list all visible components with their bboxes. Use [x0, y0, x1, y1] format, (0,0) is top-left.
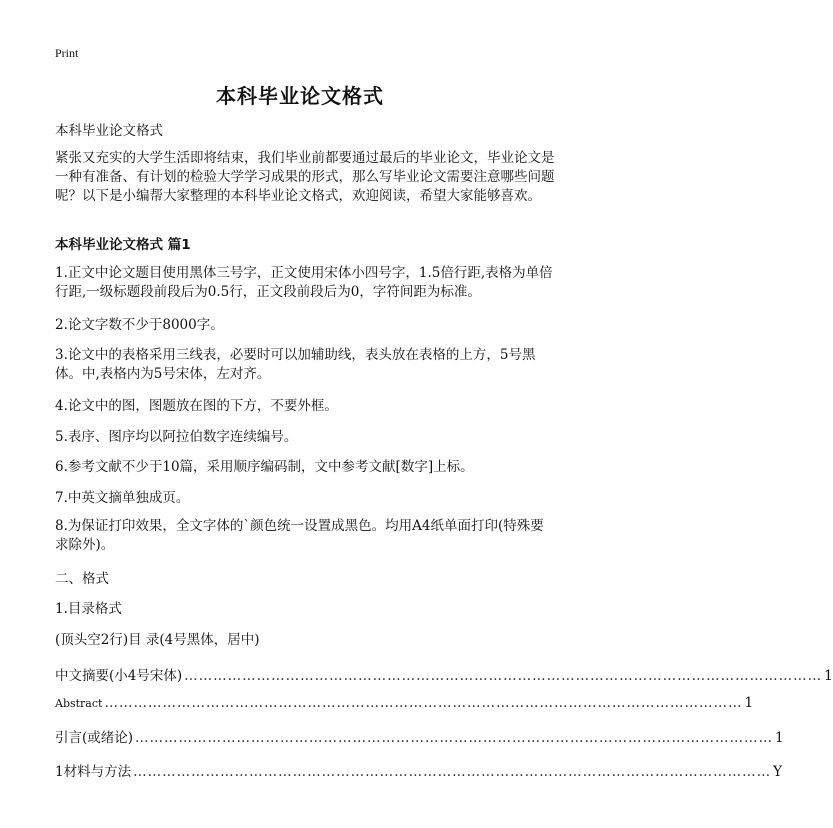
toc-leader-dots: ……………………………………………………………………………………………………………………: [184, 668, 823, 684]
page-title: 本科毕业论文格式: [216, 84, 384, 108]
toc-page-number: Y: [773, 764, 783, 780]
toc-leader-dots: ……………………………………………………………………………………………………………………: [135, 730, 774, 746]
list-item: 2.论文字数不少于8000字。: [55, 317, 224, 333]
section-heading-2: 二、格式: [55, 571, 109, 587]
intro-paragraph: 紧张又充实的大学生活即将结束，我们毕业前都要通过最后的毕业论文，毕业论文是一种有准备、有计划的检验大学学习成果的形式，那么写毕业论文需要注意哪些问题呢？以下是小编帮大家整理的本科毕业论文格式，欢迎阅读，希望大家能够喜欢。: [55, 150, 555, 204]
toc-entry-label: 引言(或绪论): [55, 730, 134, 746]
document-subtitle: 本科毕业论文格式: [55, 123, 163, 139]
list-item: 5.表序、图序均以阿拉伯数字连续编号。: [55, 429, 298, 445]
toc-row: [55, 760, 783, 780]
toc-row: [55, 695, 754, 711]
list-item: 1.正文中论文题目使用黑体三号字，正文使用宋体小四号字，1.5倍行距,表格为单倍行距,一级标题段前段后为0.5行，正文段前段后为0，字符间距为标准。: [55, 265, 553, 300]
toc-entry-label: 中文摘要(小4号宋体): [55, 668, 183, 684]
list-item: 8.为保证打印效果，全文字体的`颜色统一设置成黑色。均用A4纸单面打印(特殊要求除外)。: [55, 518, 544, 553]
list-item: 6.参考文献不少于10篇，采用顺序编码制，文中参考文献[数字]上标。: [55, 459, 474, 475]
toc-instruction: (顶头空2行)目 录(4号黑体，居中): [55, 632, 260, 648]
toc-row: [55, 664, 833, 684]
toc-row: [55, 726, 784, 746]
toc-leader-dots: ……………………………………………………………………………………………………………………: [133, 764, 772, 780]
toc-page-number: 1: [744, 695, 754, 711]
list-item: 3.论文中的表格采用三线表，必要时可以加辅助线，表头放在表格的上方，5号黑体。中,表格内为5号宋体，左对齐。: [55, 347, 536, 382]
list-item: 4.论文中的图，图题放在图的下方，不要外框。: [55, 398, 338, 414]
section-heading-1: 本科毕业论文格式 篇1: [55, 237, 191, 253]
toc-heading: 1.目录格式: [55, 601, 122, 617]
toc-entry-label: 1材料与方法: [55, 764, 132, 780]
toc-page-number: 1: [824, 668, 833, 684]
print-label: Print: [55, 46, 79, 60]
list-item: 7.中英文摘单独成页。: [55, 490, 190, 506]
toc-page-number: 1: [775, 730, 784, 746]
toc-leader-dots: ……………………………………………………………………………………………………………………: [104, 695, 743, 711]
toc-entry-label: Abstract: [55, 697, 103, 710]
